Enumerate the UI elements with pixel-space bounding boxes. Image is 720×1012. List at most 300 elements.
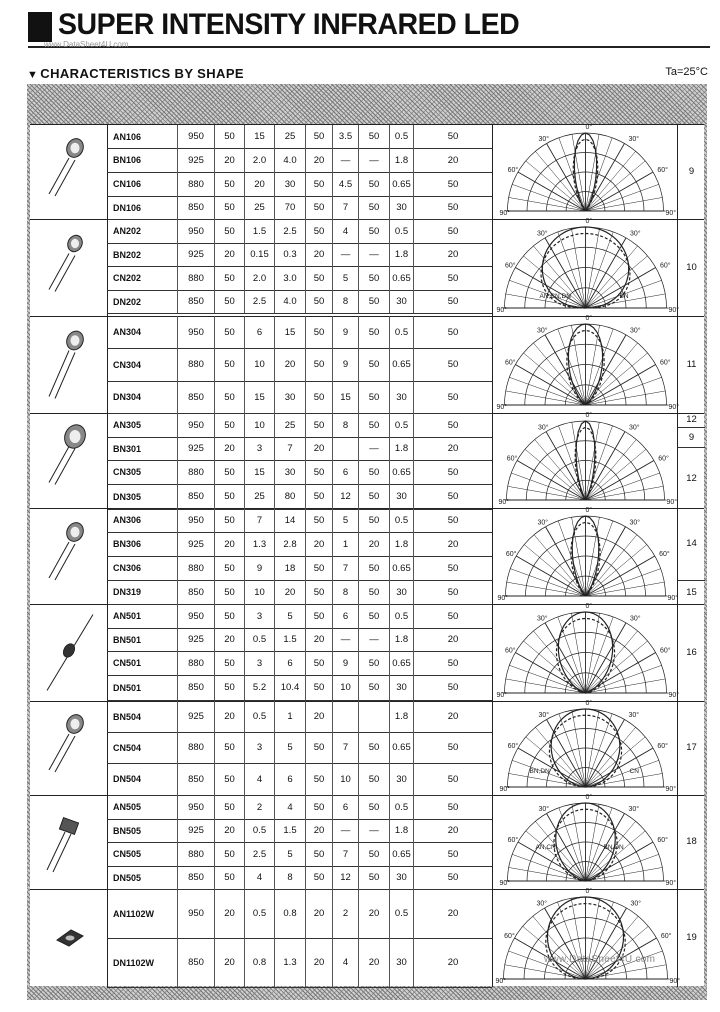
temperature-note: Ta=25°C [665, 66, 708, 78]
spec-value: 10 [332, 675, 358, 700]
spec-value: 0.5 [244, 701, 274, 732]
pattern-angle-label: 90° [499, 210, 511, 217]
model-number: AN501 [113, 611, 142, 621]
pattern-angle-label: 0° [585, 888, 593, 895]
spec-value: 50 [214, 508, 244, 532]
spec-value: 0.5 [389, 316, 413, 348]
spec-value: 30 [274, 172, 305, 196]
spec-value: 70 [274, 196, 305, 219]
table-row [107, 628, 492, 652]
spec-value: 950 [177, 316, 214, 348]
spec-value: 50 [305, 675, 332, 700]
section-heading [27, 66, 244, 81]
table-row [107, 889, 492, 939]
spec-value: 30 [274, 460, 305, 484]
radiation-pattern [492, 316, 678, 413]
spec-value: 15 [244, 125, 274, 148]
table-row [107, 460, 492, 485]
page-reference: 18 [686, 836, 697, 847]
spec-value: 2.5 [244, 842, 274, 866]
spec-value: 0.3 [274, 243, 305, 266]
led-drawing-part [71, 719, 79, 729]
radiation-pattern-chart [493, 316, 678, 413]
led-shape-icon [38, 125, 100, 219]
spec-value: 20 [214, 148, 244, 172]
spec-value: 50 [358, 842, 389, 866]
spec-value: 9 [332, 348, 358, 381]
spec-value: 50 [358, 290, 389, 313]
spec-value: 50 [413, 763, 492, 795]
spec-value: 50 [214, 580, 244, 604]
spec-value: 15 [244, 381, 274, 413]
led-shape-picture [30, 889, 108, 987]
spec-value: 20 [305, 819, 332, 842]
table-row [107, 842, 492, 867]
led-group [30, 413, 704, 509]
spec-value: 50 [214, 348, 244, 381]
spec-value: 20 [358, 532, 389, 556]
spec-value: 30 [389, 196, 413, 219]
page-reference-column [677, 219, 705, 316]
radiation-pattern [492, 604, 678, 701]
spec-value: 20 [274, 580, 305, 604]
led-drawing-part [71, 527, 79, 537]
spec-value [358, 701, 389, 732]
spec-value: 20 [413, 243, 492, 266]
spec-value: 25 [244, 484, 274, 509]
spec-value: 50 [413, 219, 492, 243]
pattern-angle-label: 60° [657, 743, 668, 750]
spec-value: 50 [214, 381, 244, 413]
led-drawing-part [71, 336, 79, 346]
spec-value: — [332, 243, 358, 266]
spec-value: 50 [358, 196, 389, 219]
led-shape-picture [30, 508, 108, 604]
spec-value: 7 [274, 437, 305, 460]
spec-value: 50 [305, 484, 332, 509]
radiation-pattern-chart [493, 795, 678, 889]
spec-value: 50 [305, 381, 332, 413]
pattern-angle-label: 30° [538, 806, 550, 814]
spec-value: 4 [244, 763, 274, 795]
pattern-angle-label: 90° [666, 499, 678, 506]
spec-value: 10.4 [274, 675, 305, 700]
page-reference: 11 [686, 359, 697, 370]
spec-value: 20 [305, 148, 332, 172]
spec-value: 20 [413, 889, 492, 938]
radiation-pattern [492, 219, 678, 316]
page-reference: 16 [686, 647, 697, 658]
radiation-pattern [492, 795, 678, 889]
table-header-hatched [27, 84, 707, 124]
model-number: CN306 [113, 563, 142, 573]
spec-value: 50 [413, 172, 492, 196]
spec-value: 9 [332, 651, 358, 675]
pattern-angle-label: 30° [536, 900, 548, 908]
table-row [107, 196, 492, 220]
page-reference-column [677, 508, 705, 604]
pattern-angle-label: 30° [537, 615, 548, 623]
page-reference: 9 [678, 427, 705, 448]
spec-value: 1.3 [274, 938, 305, 987]
pattern-angle-label: 90° [496, 404, 508, 411]
spec-value: 50 [413, 580, 492, 604]
spec-value: 2.5 [244, 290, 274, 313]
table-row [107, 795, 492, 820]
spec-value: 50 [214, 460, 244, 484]
spec-value: 50 [305, 219, 332, 243]
spec-value: 25 [244, 196, 274, 219]
spec-value: 30 [389, 381, 413, 413]
spec-value: 50 [358, 732, 389, 763]
led-drawing-part [47, 832, 65, 870]
spec-value: 0.5 [389, 604, 413, 628]
spec-value: 3.0 [274, 266, 305, 290]
spec-value: 20 [214, 628, 244, 651]
spec-value: 50 [413, 556, 492, 580]
spec-value: 50 [214, 219, 244, 243]
pattern-angle-label: 30° [630, 615, 641, 623]
characteristics-table [30, 124, 704, 987]
spec-value: 2 [244, 795, 274, 819]
spec-value: 20 [305, 437, 332, 460]
spec-value: 50 [358, 460, 389, 484]
pattern-angle-label: 90° [668, 404, 680, 411]
page-reference-column [677, 316, 705, 413]
spec-value: 50 [413, 290, 492, 313]
title-rule [28, 46, 710, 48]
pattern-angle-label: 60° [659, 359, 671, 367]
pattern-angle-label: 60° [507, 167, 519, 174]
spec-value: 2.5 [274, 219, 305, 243]
spec-value: 50 [358, 172, 389, 196]
spec-value: — [358, 437, 389, 460]
spec-value: — [332, 819, 358, 842]
spec-value: 925 [177, 819, 214, 842]
spec-value: 850 [177, 381, 214, 413]
spec-value: — [358, 628, 389, 651]
spec-value: 1.8 [389, 437, 413, 460]
model-number: BN202 [113, 249, 142, 260]
spec-value: 50 [358, 604, 389, 628]
spec-value: 50 [358, 125, 389, 148]
spec-value: 1.8 [389, 532, 413, 556]
spec-value: 925 [177, 532, 214, 556]
radiation-pattern-chart [493, 604, 678, 701]
table-row [107, 316, 492, 349]
table-row [107, 125, 492, 149]
pattern-angle-label: 30° [537, 327, 548, 335]
radiation-pattern [492, 413, 678, 508]
spec-value: 50 [413, 732, 492, 763]
led-drawing-part [71, 143, 79, 153]
spec-value: 850 [177, 675, 214, 700]
pattern-angle-label: 90° [668, 692, 680, 699]
spec-value: 20 [413, 819, 492, 842]
spec-value: 50 [413, 508, 492, 532]
spec-value: 850 [177, 484, 214, 509]
pattern-angle-label: 0° [585, 794, 593, 801]
spec-value: 950 [177, 413, 214, 437]
watermark-bottom: www.DataSheet4U.com [544, 954, 656, 965]
pattern-angle-label: 0° [585, 700, 593, 707]
pattern-angle-label: 60° [657, 167, 668, 174]
spec-value: 50 [413, 266, 492, 290]
pattern-angle-label: 90° [667, 595, 679, 602]
pattern-angle-label: 0° [585, 507, 593, 514]
spec-value: 25 [274, 125, 305, 148]
spec-value: 6 [244, 316, 274, 348]
spec-value: 1.8 [389, 701, 413, 732]
spec-value: 12 [332, 484, 358, 509]
spec-value: 20 [358, 889, 389, 938]
spec-value: 50 [305, 266, 332, 290]
pattern-series-label: BN [619, 293, 629, 300]
spec-value: 30 [274, 381, 305, 413]
spec-value: 50 [358, 266, 389, 290]
led-shape-picture [30, 413, 108, 508]
spec-value: 12 [332, 866, 358, 889]
radiation-pattern-chart [493, 508, 678, 604]
spec-value: 50 [305, 842, 332, 866]
spec-value: 850 [177, 196, 214, 219]
spec-value: 6 [332, 604, 358, 628]
pattern-angle-label: 30° [628, 136, 640, 144]
spec-value: 50 [413, 842, 492, 866]
spec-value: 9 [332, 316, 358, 348]
led-drawing-part [59, 818, 78, 835]
spec-value: 50 [305, 348, 332, 381]
spec-value: 50 [214, 732, 244, 763]
spec-value: 50 [358, 866, 389, 889]
spec-value: 30 [389, 866, 413, 889]
pattern-angle-label: 90° [498, 499, 510, 506]
model-number: AN304 [113, 327, 142, 337]
spec-value: 2.8 [274, 532, 305, 556]
spec-value: 50 [358, 795, 389, 819]
page-reference: 12 [678, 447, 705, 509]
spec-value: 2 [332, 889, 358, 938]
spec-value: 6 [274, 763, 305, 795]
page-reference: 17 [686, 742, 697, 753]
pattern-angle-label: 90° [499, 786, 511, 793]
model-number: DN504 [113, 774, 142, 784]
spec-value: 50 [214, 604, 244, 628]
spec-value: 20 [214, 819, 244, 842]
spec-value: 50 [413, 348, 492, 381]
led-shape-picture [30, 604, 108, 701]
spec-value: 950 [177, 604, 214, 628]
spec-value: 5 [274, 842, 305, 866]
pattern-angle-label: 90° [496, 307, 508, 314]
spec-value: 50 [413, 460, 492, 484]
table-row [107, 651, 492, 676]
spec-value: 4 [332, 219, 358, 243]
spec-value: 50 [305, 125, 332, 148]
spec-value: 0.65 [389, 651, 413, 675]
pattern-angle-label: 60° [659, 551, 670, 558]
table-row [107, 763, 492, 796]
spec-value: 50 [413, 381, 492, 413]
spec-value: 50 [305, 732, 332, 763]
spec-value: 0.65 [389, 172, 413, 196]
table-row [107, 484, 492, 510]
spec-value: 20 [214, 889, 244, 938]
pattern-angle-label: 60° [507, 837, 519, 844]
radiation-pattern-chart [493, 125, 678, 219]
spec-value: 7 [332, 732, 358, 763]
pattern-angle-label: 90° [669, 978, 681, 985]
spec-value: 0.5 [389, 508, 413, 532]
spec-value: 50 [305, 508, 332, 532]
spec-value: 50 [358, 219, 389, 243]
spec-value: 15 [244, 460, 274, 484]
pattern-angle-label: 30° [628, 806, 640, 814]
spec-value: 10 [244, 348, 274, 381]
spec-value: 7 [332, 196, 358, 219]
table-row [107, 819, 492, 843]
spec-value: 950 [177, 125, 214, 148]
spec-value: 30 [389, 938, 413, 987]
spec-value: 20 [413, 938, 492, 987]
pattern-angle-label: 30° [629, 519, 641, 527]
spec-value: 20 [413, 148, 492, 172]
spec-value: 10 [244, 580, 274, 604]
pattern-angle-label: 60° [507, 743, 519, 750]
spec-value: 880 [177, 460, 214, 484]
pattern-angle-label: 0° [585, 315, 593, 322]
spec-value: 20 [305, 701, 332, 732]
model-number: DN202 [113, 296, 142, 307]
pattern-angle-label: 60° [504, 933, 515, 940]
spec-value: — [332, 148, 358, 172]
spec-value: 50 [413, 125, 492, 148]
model-number: CN501 [113, 658, 142, 668]
spec-value: 20 [244, 172, 274, 196]
spec-value: 50 [214, 842, 244, 866]
spec-value: 1 [332, 532, 358, 556]
section-title: CHARACTERISTICS BY SHAPE [40, 66, 244, 81]
spec-value: — [358, 819, 389, 842]
spec-value: 4.0 [274, 148, 305, 172]
spec-value: 50 [305, 795, 332, 819]
spec-value: 0.5 [389, 889, 413, 938]
pattern-angle-label: 60° [505, 359, 516, 367]
triangle-marker-icon: ▼ [27, 69, 39, 81]
pattern-angle-label: 30° [538, 712, 550, 720]
spec-value: 8 [274, 866, 305, 889]
spec-value: 4.5 [332, 172, 358, 196]
spec-value: 1.8 [389, 148, 413, 172]
pattern-angle-label: 0° [585, 603, 593, 610]
spec-value: 3 [244, 604, 274, 628]
spec-value: 8 [332, 290, 358, 313]
model-number: CN202 [113, 273, 142, 283]
spec-value: 0.5 [389, 125, 413, 148]
pattern-angle-label: 90° [495, 978, 507, 985]
pattern-angle-label: 60° [658, 455, 669, 463]
spec-value: 7 [244, 508, 274, 532]
model-number: BN106 [113, 155, 142, 165]
led-group [30, 701, 704, 796]
spec-value: 50 [305, 413, 332, 437]
page-reference: 9 [688, 166, 695, 177]
spec-value: 20 [305, 243, 332, 266]
spec-value: 50 [305, 196, 332, 219]
title-block-icon [28, 12, 52, 42]
pattern-angle-label: 30° [630, 230, 641, 238]
spec-value: 4 [274, 795, 305, 819]
spec-value: 9 [244, 556, 274, 580]
spec-value: 5 [332, 508, 358, 532]
led-shape-icon [38, 316, 100, 413]
table-row [107, 348, 492, 382]
spec-value: 2.0 [244, 148, 274, 172]
led-group [30, 604, 704, 702]
spec-value: 50 [413, 316, 492, 348]
model-number: AN305 [113, 420, 142, 430]
pattern-angle-label: 60° [506, 455, 518, 463]
spec-value: 50 [305, 763, 332, 795]
table-row [107, 866, 492, 890]
pattern-angle-label: 30° [629, 424, 640, 432]
pattern-angle-label: 60° [505, 647, 516, 655]
spec-value: 50 [305, 316, 332, 348]
spec-value: 50 [214, 651, 244, 675]
spec-value: 50 [214, 316, 244, 348]
spec-value: 1.5 [274, 819, 305, 842]
spec-value: 30 [389, 484, 413, 509]
led-shape-icon [38, 795, 100, 889]
radiation-pattern [492, 701, 678, 795]
spec-value: 880 [177, 266, 214, 290]
page-reference-column [677, 795, 705, 889]
table-row [107, 381, 492, 414]
spec-value: 6 [274, 651, 305, 675]
spec-value: 5 [274, 604, 305, 628]
spec-value: 1.3 [244, 532, 274, 556]
led-shape-icon [38, 219, 100, 316]
spec-value: 3 [244, 437, 274, 460]
pattern-angle-label: 0° [585, 412, 593, 419]
led-shape-icon [38, 508, 100, 604]
spec-value: 4 [244, 866, 274, 889]
spec-value: 950 [177, 508, 214, 532]
page-reference: 12 [686, 414, 697, 425]
spec-value: 15 [274, 316, 305, 348]
spec-value: 20 [214, 532, 244, 556]
page-reference: 19 [686, 932, 697, 943]
spec-value: 20 [413, 701, 492, 732]
spec-value: 50 [413, 866, 492, 889]
spec-value: 50 [413, 604, 492, 628]
spec-value: 1.8 [389, 628, 413, 651]
spec-value: 0.5 [389, 413, 413, 437]
spec-value [332, 437, 358, 460]
spec-value: 1.8 [389, 243, 413, 266]
model-number: AN1102W [113, 908, 155, 919]
pattern-angle-label: 90° [496, 692, 508, 699]
spec-value: 880 [177, 348, 214, 381]
pattern-angle-label: 0° [585, 124, 593, 131]
table-row [107, 243, 492, 267]
spec-value: — [358, 148, 389, 172]
spec-value: 1.5 [274, 628, 305, 651]
table-row [107, 413, 492, 438]
page-reference-column [677, 889, 705, 987]
page-reference: 15 [678, 580, 705, 605]
spec-value: 50 [214, 556, 244, 580]
